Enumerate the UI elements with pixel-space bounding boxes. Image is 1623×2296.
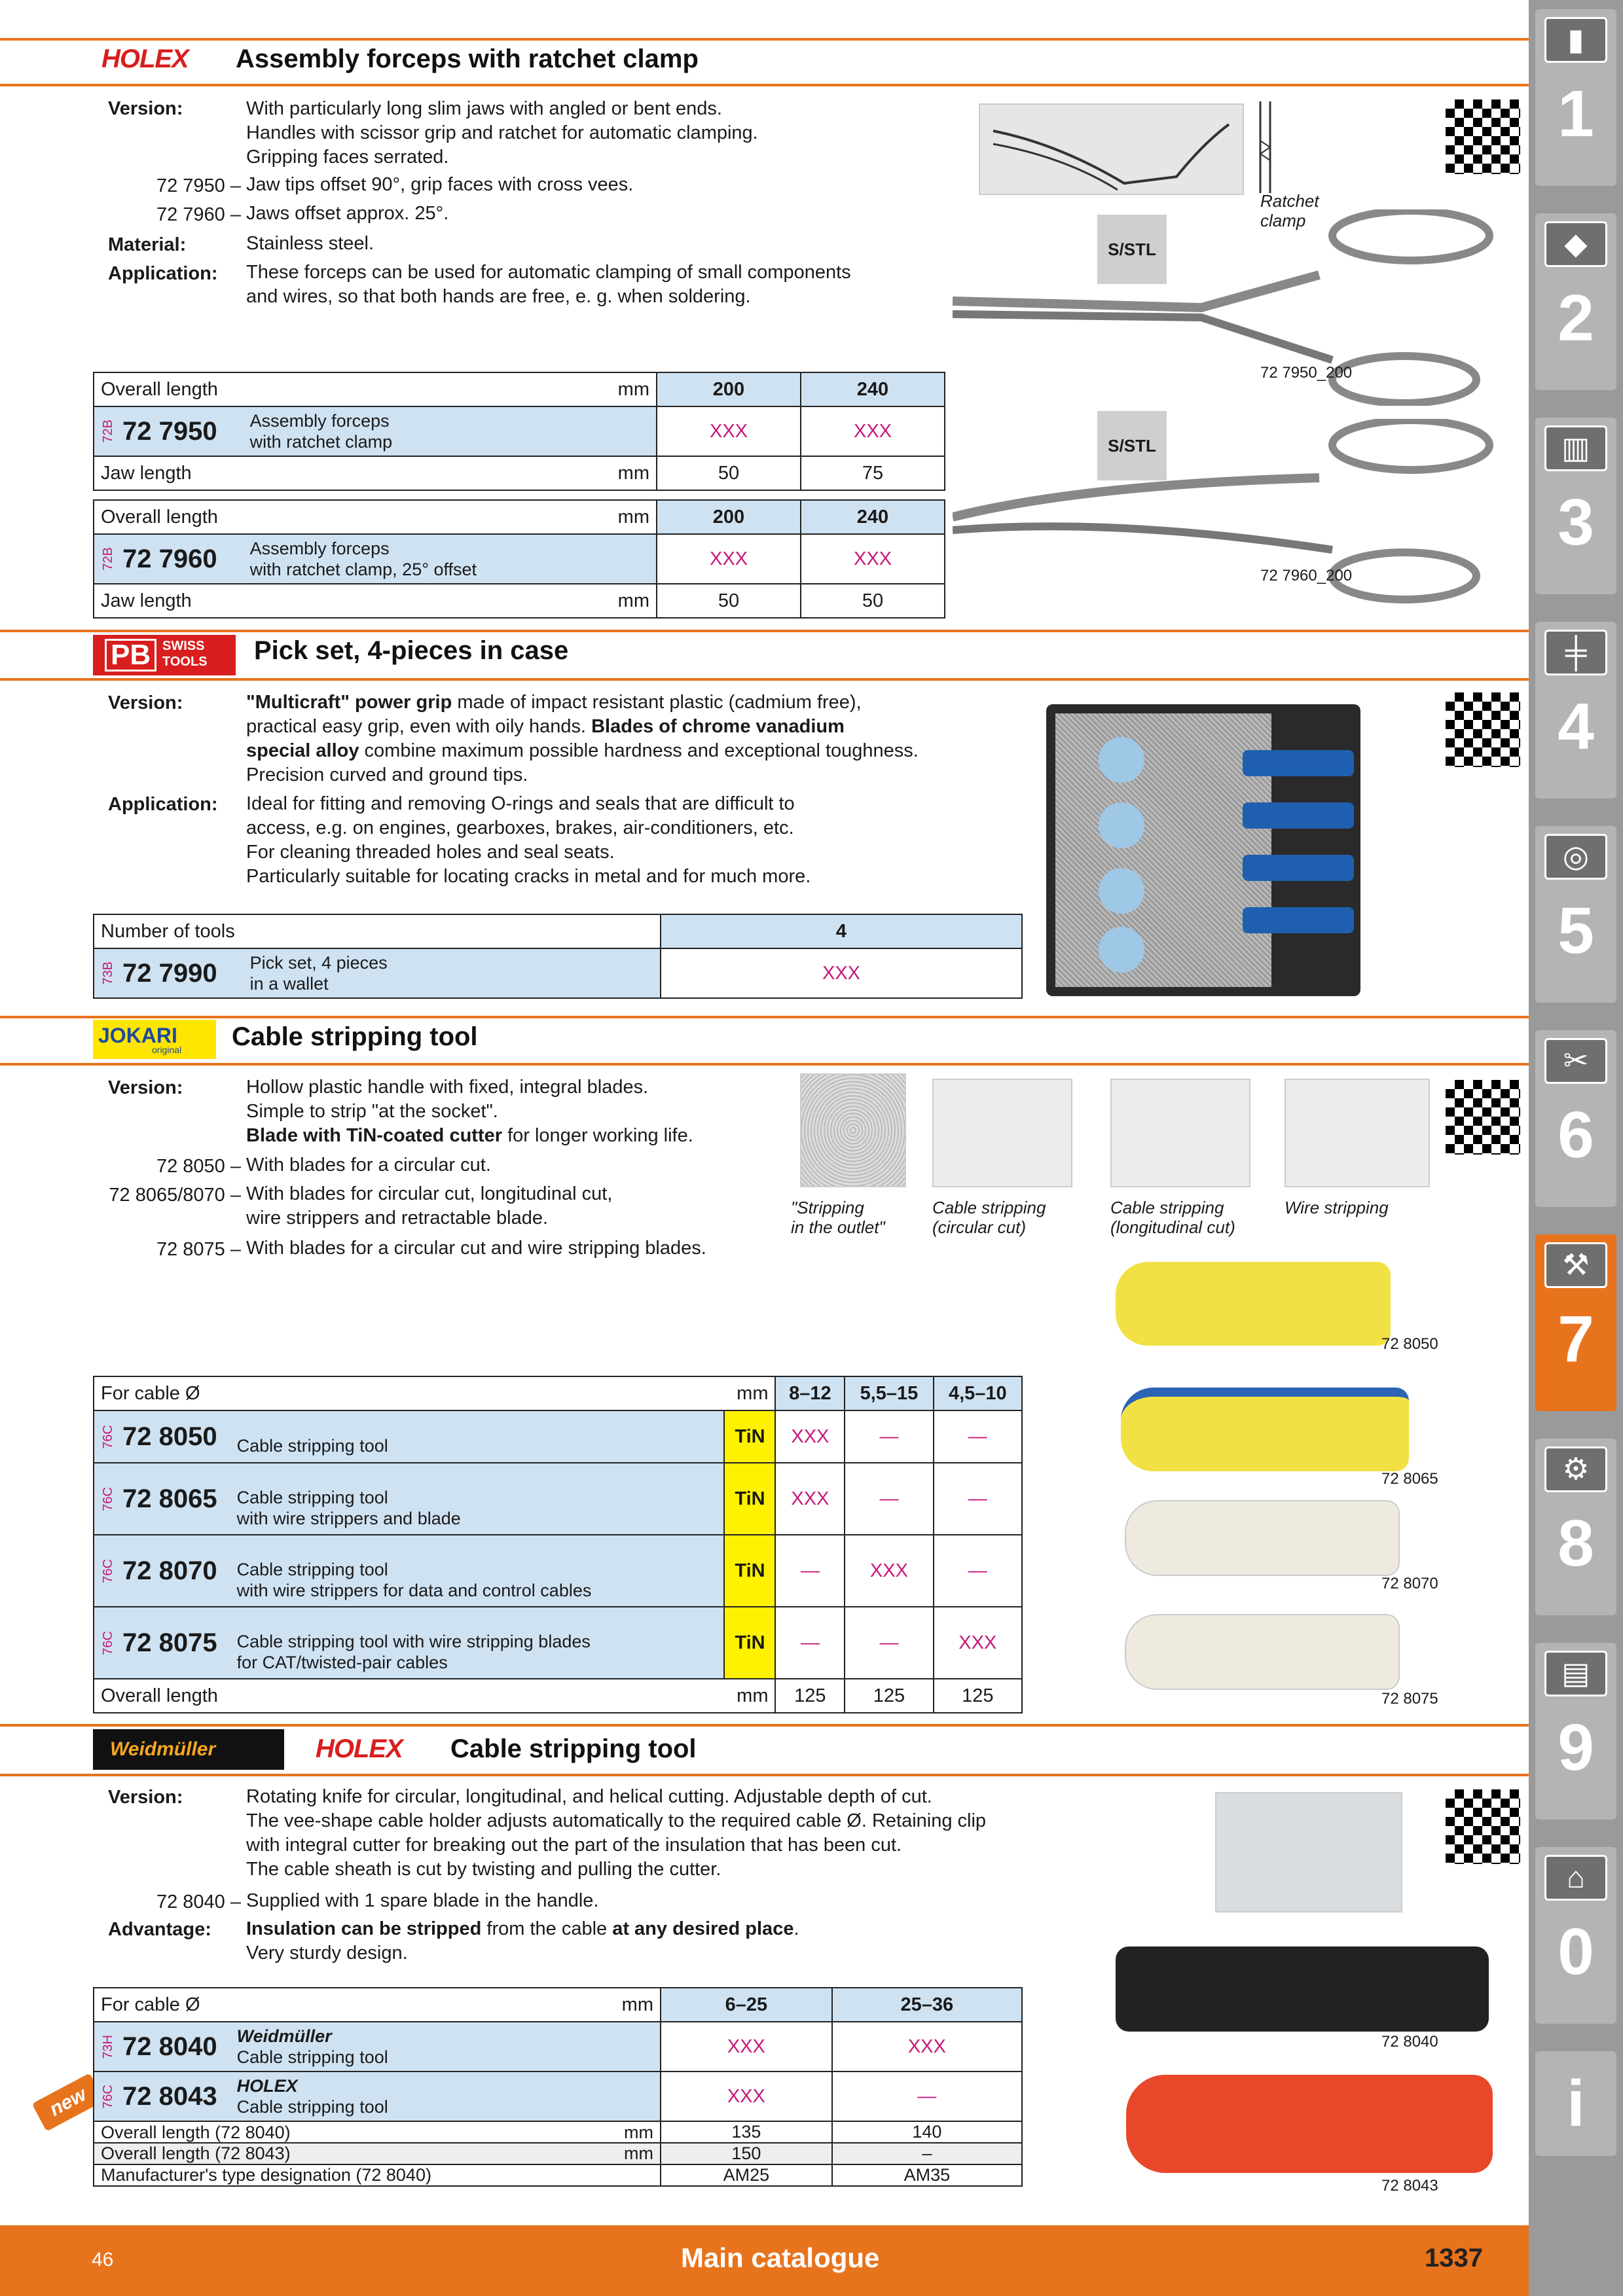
ratchet-detail-image [1254, 101, 1280, 193]
price-cell[interactable]: XXX [845, 1535, 933, 1607]
cable-stripper-white-image [1125, 1614, 1400, 1690]
image-part-number: 72 7960_200 [1260, 567, 1353, 584]
price-cell[interactable]: — [934, 1535, 1022, 1607]
price-cell[interactable]: XXX [775, 1463, 845, 1535]
section-title: Assembly forceps with ratchet clamp [236, 45, 699, 73]
page-number-left: 46 [92, 2249, 114, 2270]
article-note-text: Supplied with 1 spare blade in the handle. [246, 1890, 599, 1911]
price-cell[interactable]: — [845, 1607, 933, 1679]
chapter-tab-9[interactable] [1535, 1643, 1616, 1820]
tin-badge: TiN [724, 1463, 775, 1535]
section-divider [0, 1724, 1529, 1727]
article-note-number: 72 7950 – [156, 175, 241, 196]
image-part-number: 72 8050 [1381, 1335, 1438, 1353]
price-cell[interactable]: — [832, 2072, 1022, 2121]
cable-stripper-blue-image [1121, 1388, 1409, 1471]
article-number: 72 7950 [122, 416, 217, 446]
pb-swiss-tools-logo: PB SWISS TOOLS [93, 635, 236, 675]
chapter-icon: ▥ [1544, 425, 1607, 471]
qr-code[interactable] [1446, 99, 1520, 174]
longitudinal-cut-image [1110, 1079, 1250, 1187]
article-number: 72 8050 [122, 1422, 217, 1451]
advantage-text: Insulation can be stripped from the cable at any desired place. Very sturdy design. [246, 1918, 799, 1964]
version-text: "Multicraft" power grip made of impact resistant plastic (cadmium free), practical easy grip, even with oily hands. Blades of chrome vanadium special alloy combine maximum possible hardness and exceptional toughness. Precision curved and ground tips. [246, 692, 919, 785]
price-cell[interactable]: XXX [661, 2072, 832, 2121]
new-badge: new [32, 2073, 105, 2131]
article-number: 72 8070 [122, 1556, 217, 1585]
chapter-icon: ▮ [1544, 17, 1607, 63]
price-cell[interactable]: XXX [934, 1607, 1022, 1679]
application-text: Ideal for fitting and removing O-rings and seals that are difficult to access, e.g. on engines, gearboxes, brakes, air-conditioners, etc. For cleaning threaded holes and seal seats. Particularly suitable for locating cracks in metal and for much more. [246, 793, 811, 887]
forceps-image [953, 209, 1503, 406]
chapter-number: 4 [1558, 690, 1594, 763]
application-label: Application: [108, 794, 218, 815]
price-cell[interactable]: XXX [657, 406, 801, 456]
cable-cutting-image [1215, 1792, 1402, 1912]
article-note-text: Jaws offset approx. 25°. [246, 203, 449, 224]
article-note-text: With blades for circular cut, longitudinal cut, wire strippers and retractable blade. [246, 1183, 613, 1229]
chapter-number: 6 [1558, 1098, 1594, 1172]
tin-badge: TiN [724, 1535, 775, 1607]
section-title: Pick set, 4-pieces in case [254, 636, 569, 665]
price-cell[interactable]: — [934, 1463, 1022, 1535]
article-number: 72 8065 [122, 1484, 217, 1513]
forceps-tip-image [979, 103, 1244, 195]
article-note-number: 72 8050 – [156, 1156, 241, 1177]
image-part-number: 72 8065 [1381, 1470, 1438, 1488]
article-note-number: 72 8040 – [156, 1892, 241, 1912]
chapter-number: 7 [1558, 1302, 1594, 1376]
article-number: 72 7990 [122, 958, 217, 988]
holex-logo: HOLEX [316, 1734, 403, 1763]
footer-title: Main catalogue [681, 2242, 880, 2273]
stripping-outlet-image [800, 1073, 906, 1187]
image-part-number: 72 8040 [1381, 2033, 1438, 2051]
version-text: Rotating knife for circular, longitudinal, and helical cutting. Adjustable depth of cut. The vee-shape cable holder adjusts automatically to the required cable Ø. Retaining clip with integral cutter for breaking out the part of the insulation that has been cut. The cable sheath is cut by twisting and pulling the cutter. [246, 1786, 987, 1880]
section-divider [0, 1016, 1529, 1018]
chapter-tab-2[interactable] [1535, 213, 1616, 390]
section-divider [0, 84, 1529, 86]
chapter-tab-0[interactable] [1535, 1847, 1616, 2024]
chapter-number: 8 [1558, 1507, 1594, 1580]
image-caption: "Stripping in the outlet" [791, 1198, 885, 1237]
holex-logo: HOLEX [101, 45, 189, 73]
page-number-right: 1337 [1425, 2244, 1483, 2272]
price-cell[interactable]: XXX [801, 534, 945, 584]
section-divider [0, 1063, 1529, 1066]
material-text: Stainless steel. [246, 233, 374, 254]
article-note-text: Jaw tips offset 90°, grip faces with cross vees. [246, 174, 634, 195]
application-label: Application: [108, 263, 218, 284]
image-caption: Cable stripping (circular cut) [932, 1198, 1046, 1237]
version-text: With particularly long slim jaws with angled or bent ends. Handles with scissor grip and ratchet for automatic clamping. Gripping faces serrated. [246, 98, 758, 168]
chapter-number: 0 [1558, 1915, 1594, 1988]
product-table: For cable Ø mm 6–25 25–36 73H 72 8040 Weidmüller Cable stripping tool XXX XXX 76C 72 8043 HOLEX Cable stripping tool XXX — Overall length (72 8040) mm 135 140 Overall length (72 8043) mm 150 – Manufacturer's type designation (72 8040) AM25 AM35 [93, 1987, 1023, 2187]
version-label: Version: [108, 1077, 183, 1098]
version-label: Version: [108, 98, 183, 119]
cable-stripper-yellow-image [1116, 1262, 1391, 1346]
chapter-number: 2 [1558, 281, 1594, 355]
forceps-offset-image [953, 419, 1503, 615]
image-part-number: 72 7950_200 [1260, 364, 1353, 382]
product-table: For cable Ø mm 8–12 5,5–15 4,5–10 76C 72 8050 Cable stripping tool TiN XXX — — 76C 72 8065 Cable stripping tool with wire strippers and blade TiN XXX — — 76C 72 8070 Cable stripping tool with wire strippers for data and control cables TiN — XXX — 76C 72 8075 Cable stripping tool with wire stripping blades for CAT/twisted-pair cables TiN — — XXX Overall length mm 125 125 125 [93, 1376, 1023, 1713]
chapter-icon: ◆ [1544, 221, 1607, 267]
chapter-icon: ⚒ [1544, 1242, 1607, 1288]
section-title: Cable stripping tool [232, 1022, 478, 1051]
chapter-icon: ▤ [1544, 1651, 1607, 1696]
circular-cut-image [932, 1079, 1072, 1187]
qr-code[interactable] [1446, 1080, 1520, 1155]
weidmuller-logo: Weidmüller [93, 1729, 284, 1770]
article-note-text: With blades for a circular cut. [246, 1155, 491, 1175]
chapter-tab-5[interactable] [1535, 826, 1616, 1003]
article-note-number: 72 8075 – [156, 1239, 241, 1260]
tin-badge: TiN [724, 1410, 775, 1463]
qr-code[interactable] [1446, 692, 1520, 767]
application-text: These forceps can be used for automatic clamping of small components and wires, so that both hands are free, e. g. when soldering. [246, 262, 851, 307]
chapter-number: 1 [1558, 77, 1594, 151]
image-part-number: 72 8070 [1381, 1575, 1438, 1592]
section-divider [0, 38, 1529, 41]
chapter-number: 3 [1558, 486, 1594, 559]
article-number: 72 8040 [122, 2032, 217, 2061]
image-caption: Cable stripping (longitudinal cut) [1110, 1198, 1235, 1237]
wire-stripping-image [1285, 1079, 1430, 1187]
article-number: 72 8075 [122, 1628, 217, 1657]
product-table: Overall length mm 200 240 72B 72 7960 Assembly forceps with ratchet clamp, 25° offset XXX XXX Jaw length mm 50 50 [93, 499, 945, 619]
chapter-tab-i[interactable] [1535, 2051, 1616, 2156]
article-number: 72 8043 [122, 2081, 217, 2111]
price-cell[interactable]: — [845, 1410, 933, 1463]
product-table: Overall length mm 200 240 72B 72 7950 Assembly forceps with ratchet clamp XXX XXX Jaw length mm 50 75 [93, 372, 945, 491]
chapter-tab-6[interactable] [1535, 1030, 1616, 1207]
footer-bar [0, 2225, 1529, 2296]
advantage-label: Advantage: [108, 1919, 211, 1940]
price-cell[interactable]: — [934, 1410, 1022, 1463]
stainless-steel-badge: S/STL [1097, 411, 1167, 480]
cable-stripper-white-image [1125, 1500, 1400, 1576]
chapter-number: i [1567, 2067, 1585, 2140]
chapter-tab-3[interactable] [1535, 418, 1616, 594]
stainless-steel-badge: S/STL [1097, 215, 1167, 284]
price-cell[interactable]: XXX [775, 1410, 845, 1463]
chapter-number: 9 [1558, 1711, 1594, 1784]
price-cell[interactable]: XXX [801, 406, 945, 456]
chapter-icon: ⌂ [1544, 1855, 1607, 1901]
chapter-tab-7[interactable] [1535, 1234, 1616, 1411]
chapter-tab-8[interactable] [1535, 1439, 1616, 1615]
version-label: Version: [108, 1787, 183, 1808]
version-text: Hollow plastic handle with fixed, integral blades. Simple to strip "at the socket". Blade with TiN-coated cutter for longer working life. [246, 1077, 693, 1146]
chapter-icon: ⚙ [1544, 1446, 1607, 1492]
price-cell[interactable]: XXX [661, 948, 1022, 998]
price-cell[interactable]: XXX [661, 2022, 832, 2072]
price-cell[interactable]: — [775, 1607, 845, 1679]
price-cell[interactable]: XXX [832, 2022, 1022, 2072]
section-divider [0, 630, 1529, 632]
price-cell[interactable]: — [775, 1535, 845, 1607]
section-divider [0, 678, 1529, 681]
article-number: 72 7960 [122, 544, 217, 573]
weidmuller-stripper-image [1116, 1946, 1489, 2032]
chapter-icon: ◎ [1544, 834, 1607, 880]
section-divider [0, 1774, 1529, 1776]
chapter-number: 5 [1558, 894, 1594, 967]
article-note-number: 72 8065/8070 – [109, 1185, 241, 1206]
product-table: Number of tools 4 73B 72 7990 Pick set, 4 pieces in a wallet XXX [93, 914, 1023, 999]
qr-code[interactable] [1446, 1789, 1520, 1864]
chapter-tab-4[interactable] [1535, 622, 1616, 798]
image-part-number: 72 8075 [1381, 1690, 1438, 1708]
tin-badge: TiN [724, 1607, 775, 1679]
jokari-logo: JOKARI original [93, 1020, 216, 1059]
price-cell[interactable]: XXX [657, 534, 801, 584]
chapter-tab-1[interactable] [1535, 9, 1616, 186]
material-label: Material: [108, 234, 187, 255]
section-title: Cable stripping tool [450, 1734, 697, 1763]
ratchet-caption: Ratchet clamp [1260, 191, 1319, 230]
image-part-number: 72 8043 [1381, 2177, 1438, 2195]
chapter-icon: ✂ [1544, 1038, 1607, 1084]
price-cell[interactable]: — [845, 1463, 933, 1535]
image-caption: Wire stripping [1285, 1198, 1389, 1217]
article-note-text: With blades for a circular cut and wire stripping blades. [246, 1238, 706, 1259]
article-note-number: 72 7960 – [156, 204, 241, 225]
version-label: Version: [108, 692, 183, 713]
chapter-icon: ╪ [1544, 630, 1607, 675]
pick-set-wallet-image [1046, 704, 1360, 996]
holex-stripper-image [1126, 2075, 1493, 2173]
